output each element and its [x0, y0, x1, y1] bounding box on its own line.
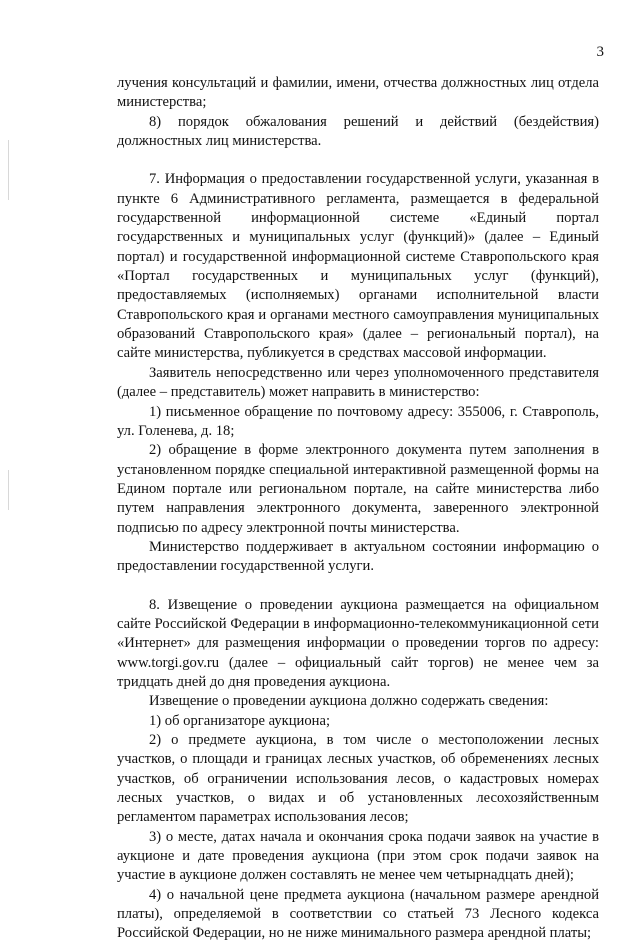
paragraph-section-8: 8. Извещение о проведении аукциона размещается на официальном сайте Российской Федерации в информационно-телекоммуникационной сети «Интернет» для размещения информации о проведении торгов по адресу: www.torgi.gov.ru (далее – официальный сайт торгов) не менее чем за тридцать дней до дня проведения аукциона.	[117, 596, 599, 690]
paragraph-subject: 2) о предмете аукциона, в том числе о местоположении лесных участков, о площади и границах лесных участков, об обременениях лесных участков, об ограничении использования лесов, о кадастровых номерах лесных участков, о видах и об установленных лесохозяйственным регламентом параметрах использования лесов;	[117, 732, 599, 826]
paragraph-dates: 3) о месте, датах начала и окончания срока подачи заявок на участие в аукционе и дате проведения аукциона (при этом срок подачи заявок на участие в аукционе должен составлять не менее чем четырнадцать дней);	[117, 828, 599, 884]
paragraph-ministry-support: Министерство поддерживает в актуальном состоянии информацию о предоставлении государственной услуги.	[117, 538, 599, 575]
paragraph-continuation: лучения консультаций и фамилии, имени, отчества должностных лиц отдела министерства;	[117, 75, 599, 111]
paragraph-postal-address: 1) письменное обращение по почтовому адресу: 355006, г. Ставрополь, ул. Голенева, д. 18;	[117, 403, 599, 439]
paragraph-notice-contents: Извещение о проведении аукциона должно содержать сведения:	[149, 693, 549, 710]
paragraph-applicant: Заявитель непосредственно или через уполномоченного представителя (далее – представитель) может направить в министерство:	[117, 364, 599, 401]
paragraph-organizer: 1) об организаторе аукциона;	[149, 712, 331, 729]
scan-edge-mark	[8, 140, 9, 200]
paragraph-item-8: 8) порядок обжалования решений и действий (бездействия) должностных лиц министерства.	[117, 113, 599, 150]
paragraph-electronic-request: 2) обращение в форме электронного документа путем заполнения в установленном порядке специальной интерактивной размещенной формы на Едином портале или региональном портале, на сайте министерства либо путем направления электронного документа, заверенного электронной подписью по адресу электронной почты министерства.	[117, 442, 599, 536]
page-number: 3	[596, 44, 604, 60]
paragraph-initial-price: 4) о начальной цене предмета аукциона (начальном размере арендной платы), определяемой в соответствии со статьей 73 Лесного кодекса Российской Федерации, но не ниже минимального размера арендной платы;	[117, 886, 599, 942]
document-body	[117, 74, 599, 944]
paragraph-section-7: 7. Информация о предоставлении государственной услуги, указанная в пункте 6 Административного регламента, размещается в федеральной государственной информационной системе «Единый портал государственных и муниципальных услуг (функций)» (далее – Единый портал) и государственной информационной системе Ставропольского края «Портал государственных и муниципальных услуг (функций), предоставляемых (исполняемых) органами исполнительной власти Ставропольского края и органами местного самоуправления муниципальных образований Ставропольского края» (далее – региональный портал), на сайте министерства, публикуется в средствах массовой информации.	[117, 171, 599, 362]
scan-edge-mark	[8, 470, 9, 510]
